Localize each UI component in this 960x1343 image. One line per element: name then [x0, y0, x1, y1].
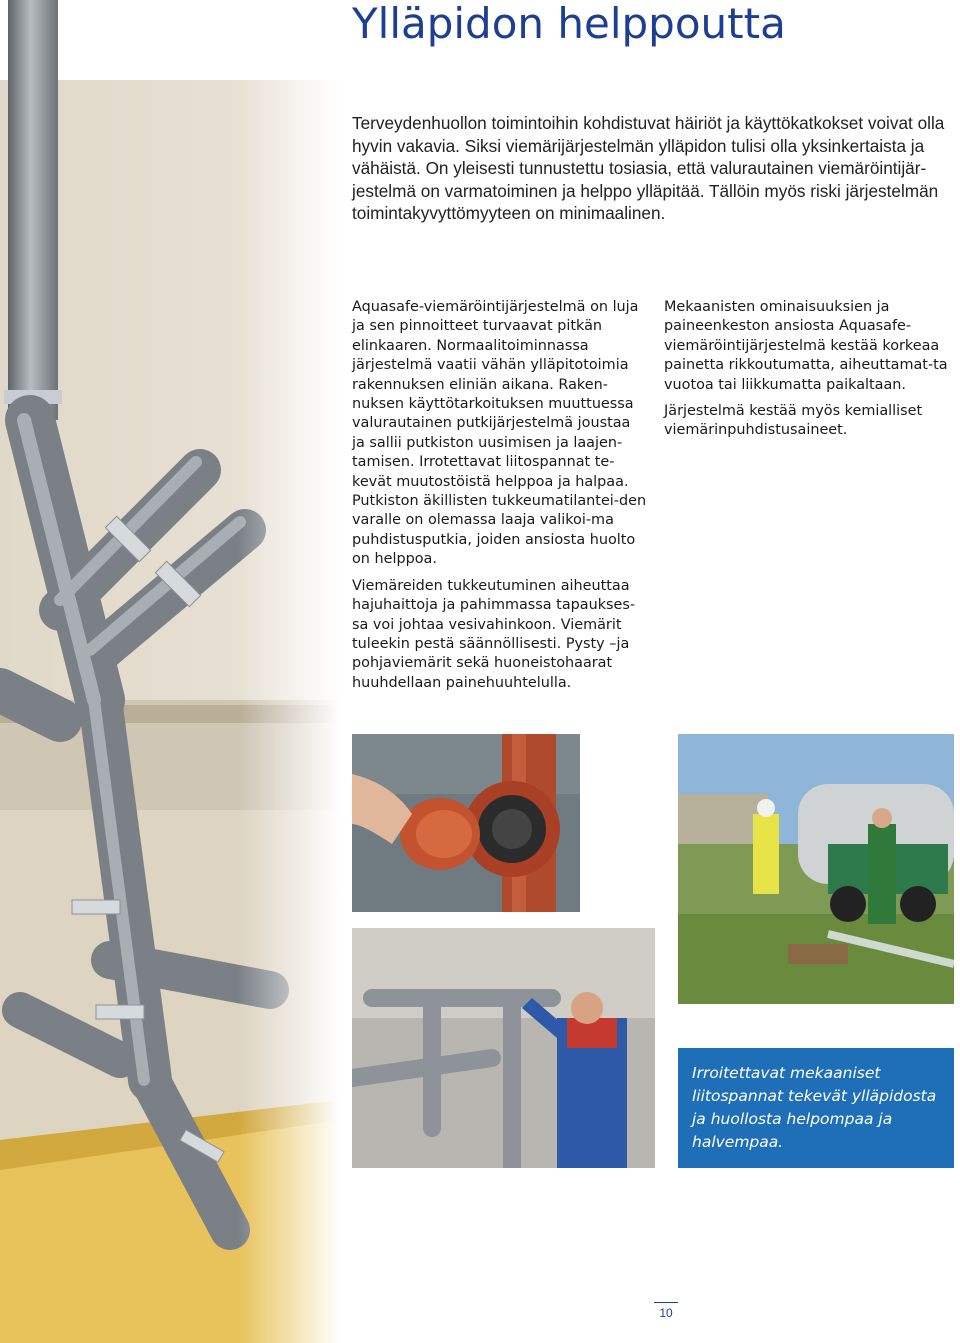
intro-paragraph: Terveydenhuollon toimintoihin kohdistuvat häiriöt ja käyttökatkokset voivat olla hyvin vakavia. Siksi viemärijärjestelmän ylläpidon tulisi olla yksinkertaista ja vähäistä. On yleisesti tunnustettu tosiasia, että valurautainen viemäröintijär-jestelmä on varmatoiminen ja helppo ylläpitää. Tällöin myös riski järjestelmän toimintakyvyttömyyteen on minimaalinen. — [352, 113, 945, 223]
technician-photo — [352, 928, 655, 1168]
body-paragraph: Viemäreiden tukkeutuminen aiheuttaa hajuhaittoja ja pahimmassa tapaukses-sa voi johtaa vesivahinkoon. Viemärit tuleekin pestä säännöllisesti. Pysty –ja pohjaviemärit sekä huoneistohaarat huuhdellaan painehuuhtelulla. — [352, 577, 636, 691]
body-paragraph: Aquasafe-viemäröintijärjestelmä on luja ja sen pinnoitteet turvaavat pitkän elinkaaren. Normaalitoiminnassa järjestelmä vaatii vähän ylläpitotoimia rakennuksen eliniän aikana. Raken-nuksen käyttötarkoituksen muuttuessa valurautainen putkijärjestelmä joustaa ja sallii putkiston uusimisen ja laajen-tamisen. Irrotettavat liitospannat te-kevät muutostöistä helppoa ja halpaa. Putkiston äkillisten tukkeumatilantei-den varalle on olemassa laaja valikoi-ma puhdistusputkia, joiden ansiosta huolto on helppoa. — [352, 299, 647, 568]
body-paragraph: Mekaanisten ominaisuuksien ja paineenkeston ansiosta Aquasafe-viemäröintijärjestelmä kestää korkeaa painetta rikkoutumatta, aiheuttamat-ta vuotoa tai liikkumatta paikaltaan. — [664, 299, 948, 393]
cleaning-access-photo — [352, 734, 580, 912]
body-paragraph: Järjestelmä kestää myös kemialliset viemärinpuhdistusaineet. — [664, 403, 923, 439]
body-column-right — [664, 298, 956, 448]
page-title: Ylläpidon helppoutta — [352, 0, 786, 48]
page-number: 10 — [654, 1302, 678, 1320]
pressure-washing-photo — [678, 734, 954, 1004]
callout-box: Irroitettavat mekaaniset liitospannat tekevät ylläpidosta ja huollosta helpompaa ja halvempaa. — [678, 1048, 954, 1168]
pipe-system-photo — [0, 0, 340, 1343]
body-column-left — [352, 298, 647, 700]
